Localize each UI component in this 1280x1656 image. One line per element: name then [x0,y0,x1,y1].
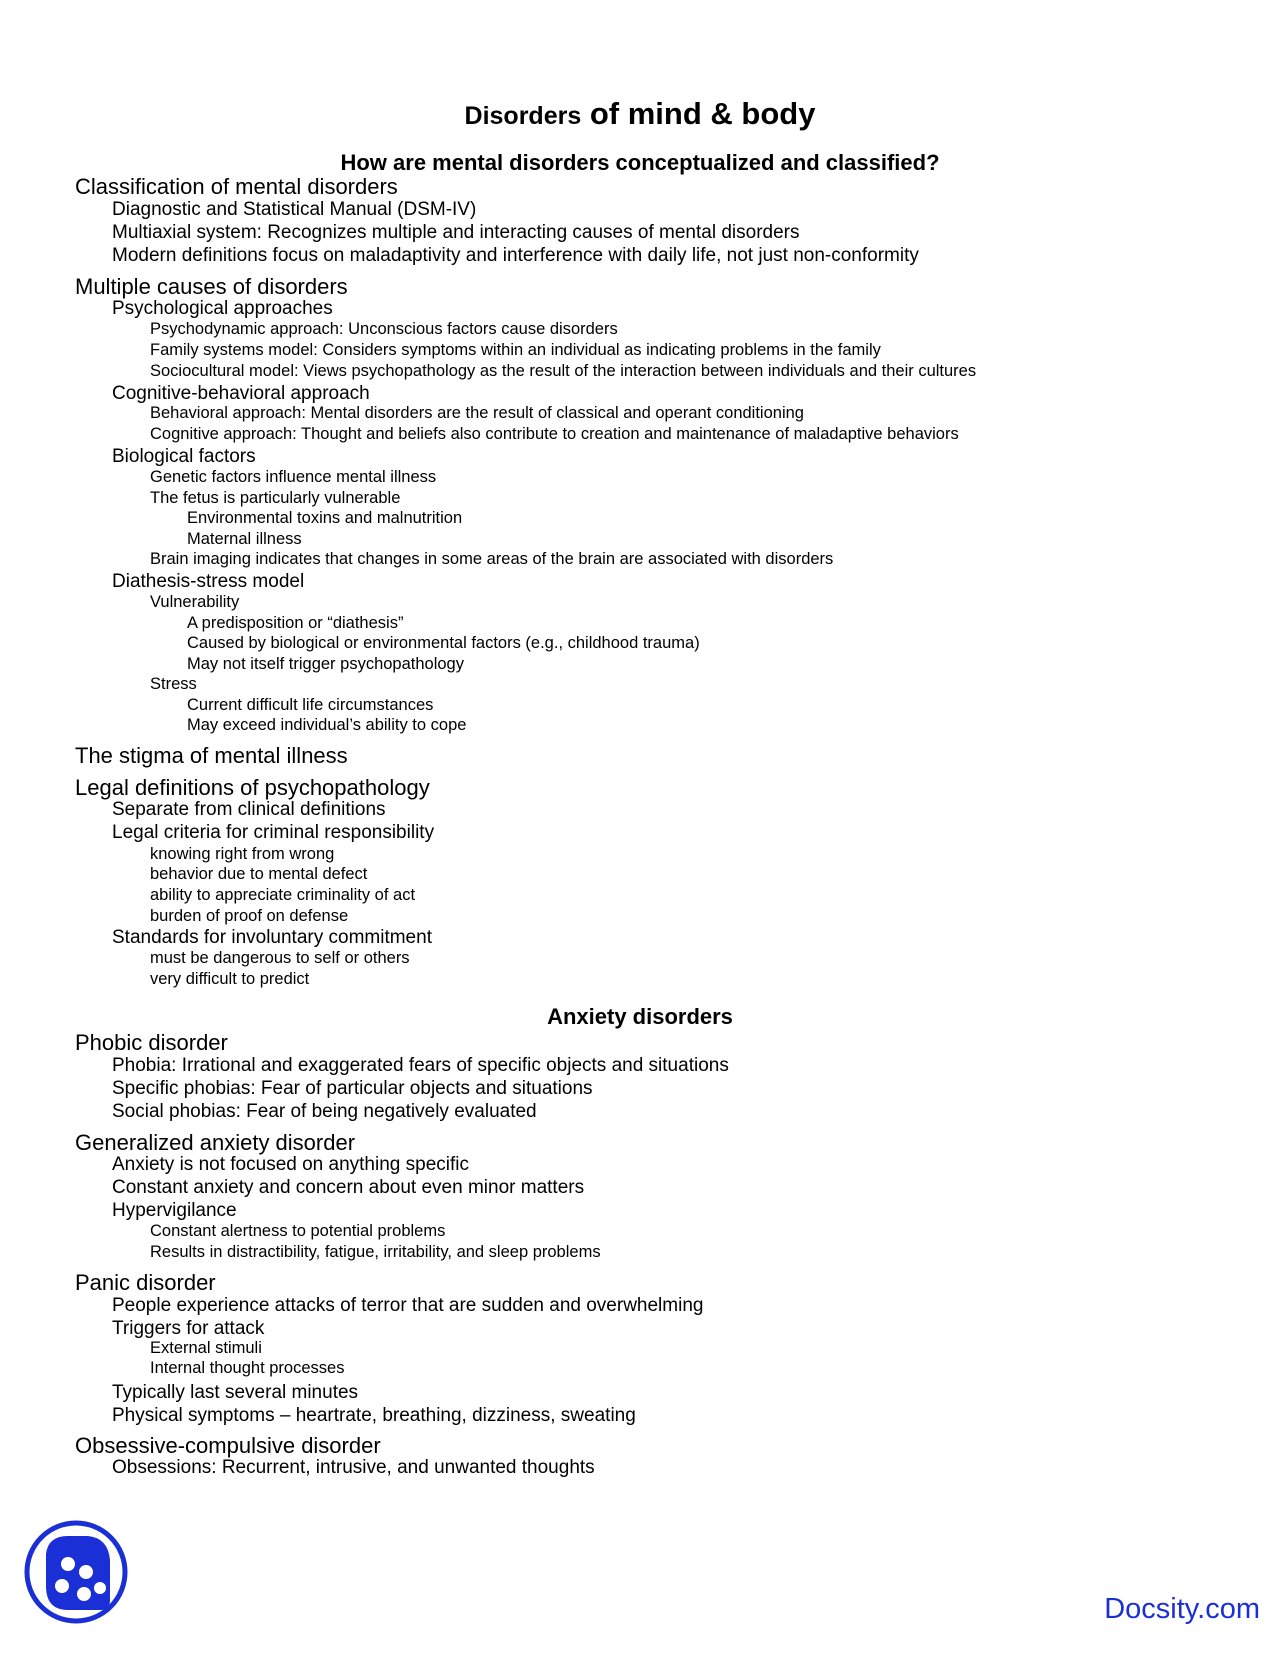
outline-item-level-3: Stress [150,675,197,693]
outline-item-level-2: Obsessions: Recurrent, intrusive, and unwanted thoughts [112,1457,595,1478]
outline-item-level-2: Legal criteria for criminal responsibility [112,822,435,843]
outline-item-level-3: burden of proof on defense [150,907,349,925]
outline-item-level-2: Triggers for attack [112,1318,265,1339]
outline-item-level-3: Psychodynamic approach: Unconscious factors cause disorders [150,320,618,338]
docsity-brand[interactable]: Docsity.com [1104,1593,1260,1625]
outline-item-level-4: May not itself trigger psychopathology [187,655,464,673]
outline-item-level-3: Constant alertness to potential problems [150,1222,446,1240]
outline-item-level-3: Cognitive approach: Thought and beliefs also contribute to creation and maintenance of maladaptive behaviors [150,425,959,443]
outline-item-level-2: Phobia: Irrational and exaggerated fears of specific objects and situations [112,1055,729,1076]
outline-item-level-2: Cognitive-behavioral approach [112,383,370,404]
docsity-logo-icon [22,1514,130,1626]
section-heading: Anxiety disorders [547,1004,733,1029]
outline-item-level-2: Specific phobias: Fear of particular objects and situations [112,1078,593,1099]
outline-item-level-3: External stimuli [150,1339,262,1357]
outline-item-level-1: Legal definitions of psychopathology [75,775,430,800]
outline-item-level-2: People experience attacks of terror that are sudden and overwhelming [112,1295,704,1316]
outline-item-level-1: Obsessive-compulsive disorder [75,1433,381,1458]
outline-item-level-1: Panic disorder [75,1270,216,1295]
outline-item-level-3: knowing right from wrong [150,845,335,863]
outline-item-level-3: Internal thought processes [150,1359,345,1377]
outline-item-level-2: Anxiety is not focused on anything specific [112,1154,469,1175]
outline-item-level-3: Genetic factors influence mental illness [150,468,437,486]
outline-item-level-2: Modern definitions focus on maladaptivity and interference with daily life, not just non-conformity [112,245,919,266]
outline-item-level-3: must be dangerous to self or others [150,949,410,967]
document-title [0,96,1280,134]
outline-item-level-2: Separate from clinical definitions [112,799,386,820]
outline-item-level-4: Current difficult life circumstances [187,696,434,714]
title-part-large: of mind & body [581,96,816,131]
outline-item-level-1: Generalized anxiety disorder [75,1130,356,1155]
outline-item-level-4: Environmental toxins and malnutrition [187,509,463,527]
outline-item-level-3: The fetus is particularly vulnerable [150,489,401,507]
outline-item-level-4: A predisposition or “diathesis” [187,614,404,632]
outline-item-level-2: Constant anxiety and concern about even minor matters [112,1177,585,1198]
outline-item-level-4: Maternal illness [187,530,302,548]
outline-item-level-2: Diagnostic and Statistical Manual (DSM-IV) [112,199,477,220]
outline-item-level-2: Social phobias: Fear of being negatively evaluated [112,1101,537,1122]
section-heading: How are mental disorders conceptualized and classified? [340,150,940,175]
outline-item-level-2: Psychological approaches [112,298,333,319]
outline-item-level-3: very difficult to predict [150,970,310,988]
outline-item-level-3: Sociocultural model: Views psychopathology as the result of the interaction between individuals and their cultures [150,362,977,380]
outline-item-level-4: May exceed individual’s ability to cope [187,716,467,734]
outline-item-level-4: Caused by biological or environmental factors (e.g., childhood trauma) [187,634,700,652]
outline-item-level-1: Phobic disorder [75,1030,228,1055]
outline-item-level-2: Physical symptoms – heartrate, breathing, dizziness, sweating [112,1405,636,1426]
outline-item-level-2: Multiaxial system: Recognizes multiple and interacting causes of mental disorders [112,222,800,243]
outline-item-level-1: Classification of mental disorders [75,174,398,199]
outline-item-level-2: Diathesis-stress model [112,571,305,592]
outline-item-level-2: Biological factors [112,446,256,467]
outline-item-level-3: ability to appreciate criminality of act [150,886,416,904]
outline-item-level-3: behavior due to mental defect [150,865,368,883]
outline-item-level-3: Behavioral approach: Mental disorders are the result of classical and operant conditioning [150,404,804,422]
outline-item-level-3: Brain imaging indicates that changes in some areas of the brain are associated with disorders [150,550,834,568]
outline-item-level-1: The stigma of mental illness [75,743,348,768]
outline-item-level-3: Results in distractibility, fatigue, irritability, and sleep problems [150,1243,601,1261]
outline-item-level-2: Typically last several minutes [112,1382,359,1403]
outline-item-level-2: Standards for involuntary commitment [112,927,432,948]
outline-item-level-1: Multiple causes of disorders [75,274,348,299]
outline-item-level-2: Hypervigilance [112,1200,237,1221]
title-part-small: Disorders [464,102,582,130]
outline-item-level-3: Family systems model: Considers symptoms within an individual as indicating problems in the family [150,341,881,359]
outline-item-level-3: Vulnerability [150,593,240,611]
